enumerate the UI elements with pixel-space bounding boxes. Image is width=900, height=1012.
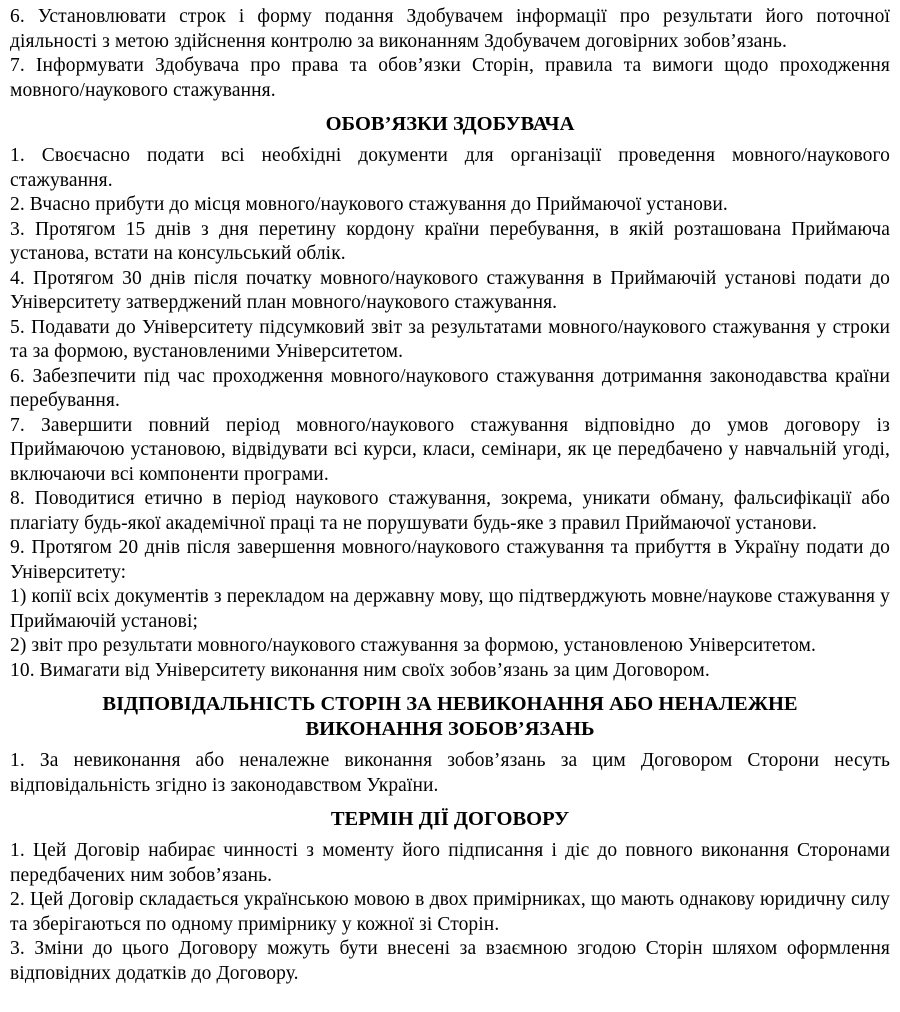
paragraph: 10. Вимагати від Університету виконання ним своїх зобов’язань за цим Договором.: [10, 659, 710, 681]
paragraph: 6. Забезпечити під час проходження мовного/наукового стажування дотримання законодавства країни перебування.: [10, 365, 890, 411]
paragraph: 3. Протягом 15 днів з дня перетину кордону країни перебування, в якій розташована Приймаюча установа, встати на консульський облік.: [10, 218, 890, 264]
paragraph: 3. Зміни до цього Договору можуть бути внесені за взаємною згодою Сторін шляхом оформлення відповідних додатків до Договору.: [10, 938, 890, 984]
paragraph: 2. Вчасно прибути до місця мовного/наукового стажування до Приймаючої установи.: [10, 194, 728, 215]
paragraph: 7. Інформувати Здобувача про права та обов’язки Сторін, правила та вимоги щодо проходження мовного/наукового стажування.: [10, 55, 890, 101]
paragraph: 9. Протягом 20 днів після завершення мовного/наукового стажування та прибуття в Україну подати до Університету:: [10, 537, 890, 583]
paragraph: 8. Поводитися етично в період наукового стажування, зокрема, уникати обману, фальсифікації або плагіату будь-якої академічної праці та не порушувати будь-яке з правил Приймаючої установи.: [10, 488, 890, 534]
section-heading-obligations: ОБОВ’ЯЗКИ ЗДОБУВАЧА: [325, 113, 575, 135]
section-heading-liability: ВІДПОВІДАЛЬНІСТЬ СТОРІН ЗА НЕВИКОНАННЯ АБО НЕНАЛЕЖНЕ ВИКОНАННЯ ЗОБОВ’ЯЗАНЬ: [102, 693, 798, 740]
paragraph: 1. За невиконання або неналежне виконання зобов’язань за цим Договором Сторони несуть відповідальність згідно із законодавством України.: [10, 750, 890, 796]
section-heading-term: ТЕРМІН ДІЇ ДОГОВОРУ: [330, 808, 570, 830]
paragraph: 2. Цей Договір складається українською мовою в двох примірниках, що мають однакову юридичну силу та зберігаються по одному примірнику у кожної зі Сторін.: [10, 889, 890, 935]
paragraph: 7. Завершити повний період мовного/наукового стажування відповідно до умов договору із Приймаючою установою, відвідувати всі курси, класи, семінари, як це передбачено у навчальній угоді, включаючи всі компоненти програми.: [10, 414, 890, 485]
paragraph: 1. Своєчасно подати всі необхідні документи для організації проведення мовного/наукового стажування.: [10, 145, 890, 191]
paragraph: 6. Установлювати строк і форму подання Здобувачем інформації про результати його поточної діяльності з метою здійснення контролю за виконанням Здобувачем договірних зобов’язань.: [10, 6, 890, 52]
paragraph-subitem: 2) звіт про результати мовного/наукового стажування за формою, установленою Університетом.: [10, 635, 816, 656]
paragraph: 1. Цей Договір набирає чинності з моменту його підписання і діє до повного виконання Сторонами передбачених ним зобов’язань.: [10, 840, 890, 886]
paragraph: 5. Подавати до Університету підсумковий звіт за результатами мовного/наукового стажування у строки та за формою, вустановленими Університетом.: [10, 316, 890, 362]
paragraph: 4. Протягом 30 днів після початку мовного/наукового стажування в Приймаючій установі подати до Університету затверджений план мовного/наукового стажування.: [10, 267, 890, 313]
paragraph-subitem: 1) копії всіх документів з перекладом на державну мову, що підтверджують мовне/наукове стажування у Приймаючій установі;: [10, 586, 890, 632]
